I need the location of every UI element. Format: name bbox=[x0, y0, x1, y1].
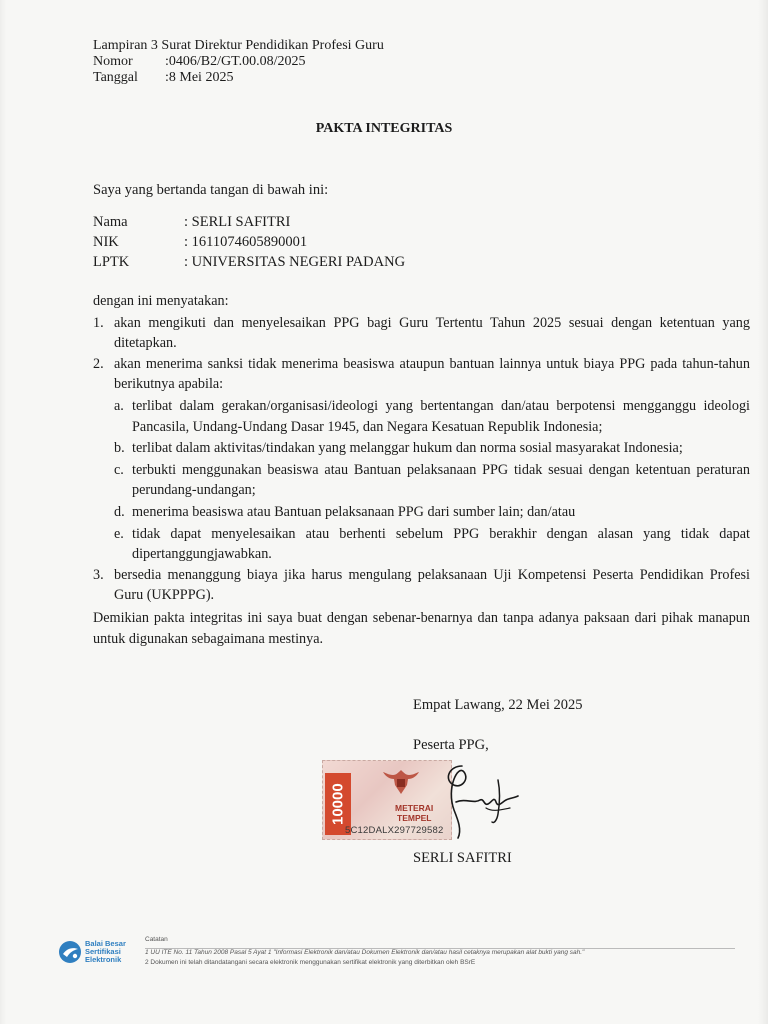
item-text: akan mengikuti dan menyelesaikan PPG bagi Guru Tertentu Tahun 2025 sesuai dengan ketentuan yang ditetapkan. bbox=[114, 314, 750, 352]
subitem-text: terlibat dalam gerakan/organisasi/ideologi yang bertentangan dan/atau berpotensi mengganggu ideologi Pancasila, Undang-Undang Dasar 1945, dan Negara Kesatuan Republik Indonesia; bbox=[132, 397, 750, 435]
sanction-subitem-b bbox=[114, 438, 750, 459]
subitem-letter: c. bbox=[114, 461, 124, 478]
sanction-subitem-c bbox=[114, 460, 750, 501]
subitem-text: terbukti menggunakan beasiswa atau Bantuan pelaksanaan PPG tidak sesuai dengan ketentuan peraturan perundang-undangan; bbox=[132, 461, 750, 499]
scan-edge-right bbox=[758, 0, 768, 1024]
signer-role: Peserta PPG, bbox=[413, 737, 489, 753]
sanction-subitem-a bbox=[114, 396, 750, 437]
identity-value: : 1611074605890001 bbox=[184, 234, 308, 250]
identity-label: Nama bbox=[93, 214, 128, 230]
identity-row-nik bbox=[93, 232, 405, 252]
item-number: 3. bbox=[93, 566, 104, 583]
subitem-text: tidak dapat menyelesaikan atau berhenti sebelum PPG berakhir dengan alasan yang tidak dapat dipertanggungjawabkan. bbox=[132, 525, 750, 563]
bsre-logo-icon bbox=[57, 939, 83, 965]
stamp-text-line1: METERAI bbox=[395, 803, 434, 813]
place-date: Empat Lawang, 22 Mei 2025 bbox=[413, 697, 583, 713]
footer-notes bbox=[145, 935, 745, 968]
sanction-subitem-e bbox=[114, 524, 750, 565]
date-value: :8 Mei 2025 bbox=[165, 70, 234, 85]
footer-note-2: 2 Dokumen ini telah ditandatangani secara elektronik menggunakan sertifikat elektronik yang diterbitkan oleh BSrE bbox=[145, 959, 476, 966]
declaration-body bbox=[93, 291, 750, 606]
scan-edge-left bbox=[0, 0, 6, 1024]
item-text: akan menerima sanksi tidak menerima beasiswa ataupun bantuan lainnya untuk biaya PPG pada tahun-tahun berikutnya apabila: bbox=[114, 355, 750, 393]
statement-text: dengan ini menyatakan: bbox=[93, 293, 229, 309]
subitem-letter: a. bbox=[114, 397, 124, 414]
item-text: bersedia menanggung biaya jika harus mengulang pelaksanaan Uji Kompetensi Peserta Pendidikan Profesi Guru (UKPPPG). bbox=[114, 566, 750, 604]
identity-row-name bbox=[93, 212, 405, 232]
handwritten-signature bbox=[400, 758, 530, 843]
identity-label: LPTK bbox=[93, 254, 130, 270]
closing-paragraph: Demikian pakta integritas ini saya buat dengan sebenar-benarnya dan tanpa adanya paksaan dari pihak manapun untuk digunakan sebagaimana mestinya. bbox=[93, 610, 750, 647]
declaration-item-1 bbox=[93, 313, 750, 354]
identity-label: NIK bbox=[93, 234, 119, 250]
date-label: Tanggal bbox=[93, 70, 138, 85]
identity-value: : UNIVERSITAS NEGERI PADANG bbox=[184, 254, 406, 270]
letter-reference bbox=[93, 38, 384, 86]
subitem-letter: d. bbox=[114, 503, 125, 520]
subitem-letter: e. bbox=[114, 525, 124, 542]
logo-text-line: Elektronik bbox=[85, 955, 122, 964]
date-row bbox=[93, 70, 384, 86]
declaration-item-3 bbox=[93, 565, 750, 606]
notes-label: Catatan bbox=[145, 936, 168, 943]
document-title: PAKTA INTEGRITAS bbox=[315, 121, 453, 136]
stamp-text-line2: TEMPEL bbox=[397, 813, 432, 823]
stamp-serial: 5C12DALX297729582 bbox=[345, 825, 444, 836]
declaration-item-2 bbox=[93, 354, 750, 395]
logo-text-line: Balai Besar bbox=[85, 939, 126, 948]
number-row bbox=[93, 54, 384, 70]
footer-note-1: 1 UU ITE No. 11 Tahun 2008 Pasal 5 Ayat 1 "Informasi Elektronik dan/atau Dokumen Elektronik dan/atau hasil cetaknya merupakan alat bukti yang sah." bbox=[145, 949, 585, 956]
bsre-logo bbox=[57, 937, 147, 971]
item-number: 1. bbox=[93, 314, 104, 331]
subitem-text: terlibat dalam aktivitas/tindakan yang melanggar hukum dan norma sosial masyarakat Indonesia; bbox=[132, 440, 683, 457]
identity-row-lptk bbox=[93, 252, 405, 272]
identity-value: : SERLI SAFITRI bbox=[184, 214, 291, 230]
signer-name: SERLI SAFITRI bbox=[413, 850, 512, 866]
item-number: 2. bbox=[93, 355, 104, 372]
subitem-letter: b. bbox=[114, 440, 125, 457]
identity-block bbox=[93, 212, 405, 272]
footer-divider bbox=[145, 948, 735, 949]
bsre-logo-text bbox=[85, 940, 126, 964]
logo-text-line: Sertifikasi bbox=[85, 947, 121, 956]
sanction-subitem-d bbox=[114, 502, 750, 523]
intro-text: Saya yang bertanda tangan di bawah ini: bbox=[93, 182, 329, 198]
number-value: :0406/B2/GT.00.08/2025 bbox=[165, 54, 306, 69]
attachment-line: Lampiran 3 Surat Direktur Pendidikan Profesi Guru bbox=[93, 38, 384, 53]
stamp-value: 10000 bbox=[325, 773, 351, 835]
subitem-text: menerima beasiswa atau Bantuan pelaksanaan PPG dari sumber lain; dan/atau bbox=[132, 503, 576, 520]
number-label: Nomor bbox=[93, 54, 133, 69]
